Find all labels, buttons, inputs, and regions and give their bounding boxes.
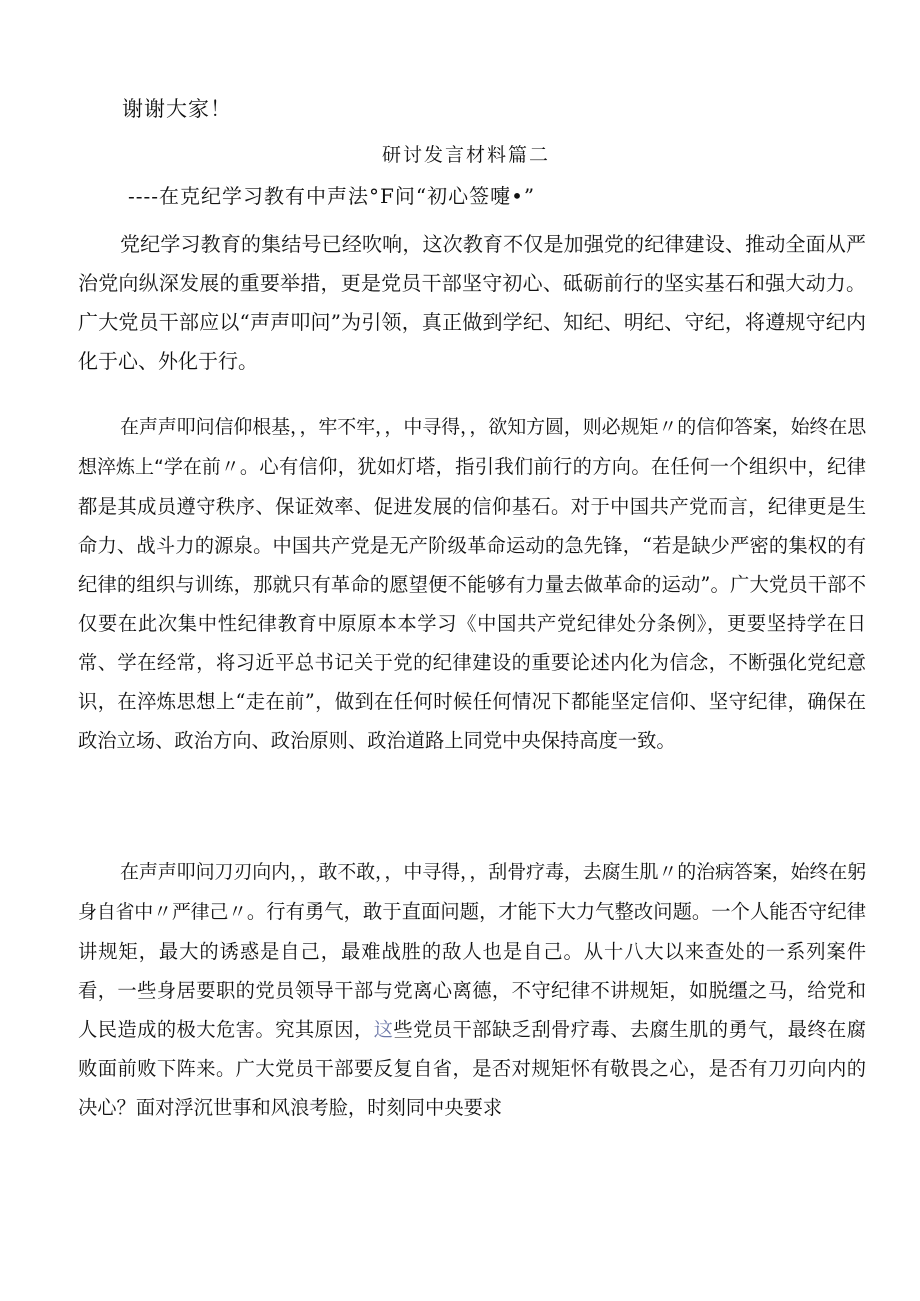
document-title: 研讨发言材料篇二 <box>382 144 551 166</box>
document-subtitle: ----在克纪学习教有中声法°F问“初心签嚏•” <box>128 184 536 208</box>
closing-remark: 谢谢大家！ <box>122 97 232 121</box>
paragraph-self-reflection-body-b: 些党员干部缺乏刮骨疗毒、去腐生肌的勇气，最终在腐败面前败下阵来。广大党员干部要反复自省，是否对规矩怀有敬畏之心，是否有刀刃向内的决心？面对浮沉世事和风浪考脸，时刻同中央要求 <box>78 1018 867 1119</box>
paragraph-self-reflection <box>78 852 866 1127</box>
paragraph-faith-body: 。心有信仰，犹如灯塔，指引我们前行的方向。在任何一个组织中，纪律都是其成员遵守秩序、保证效率、促进发展的信仰基石。对于中国共产党而言，纪律更是生命力、战斗力的源泉。中国共产党是无产阶级革命运动的急先锋，“若是缺少严密的集权的有纪律的组织与训练，那就只有革命的愿望便不能够有力量去做革命的运动”。广大党员干部不仅要在此次集中性纪律教育中原原本本学习《中国共产党纪律处分条例》，更要坚持学在日常、学在经常，将习近平总书记关于党的纪律建设的重要论述内化为信念，不断强化党纪意识，在淬炼思想上“走在前”，做到在任何时候任何情况下都能坚定信仰、坚守纪律，确保在政治立场、政治方向、政治原则、政治道路上同党中央保持高度一致。 <box>78 455 866 752</box>
paragraph-self-reflection-lead: 在声声叩问刀刃向内，，敢不敢，，中寻得，，刮骨疗毒，去腐生肌〃的治病答案，始终在躬身自省中〃严律己〃 <box>78 861 866 923</box>
paragraph-intro: 党纪学习教育的集结号已经吹响，这次教育不仅是加强党的纪律建设、推动全面从严治党向纵深发展的重要举措，更是党员干部坚守初心、砥砺前行的坚实基石和强大动力。广大党员干部应以“声声叩问”为引领，真正做到学纪、知纪、明纪、守纪，将遵规守纪内化于心、外化于行。 <box>78 232 866 373</box>
paragraph-faith-lead: 在声声叩问信仰根基，，牢不牢，，中寻得，，欲知方圆，则必规矩〃的信仰答案，始终在思想淬炼上“学在前〃 <box>78 416 866 478</box>
paragraph-faith-foundation <box>78 407 866 760</box>
paragraph-self-reflection-body-a: 。行有勇气，敢于直面问题，才能下大力气整改问题。一个人能否守纪律讲规矩，最大的诱惑是自己，最难战胜的敌人也是自己。从十八大以来查处的一系列案件看，一些身居要职的党员领导干部与党离心离德，不守纪律不讲规矩，如脱缰之马，给党和人民造成的极大危害。究其原因， <box>78 900 866 1041</box>
paragraph-self-reflection-highlight: 这 <box>373 1018 394 1041</box>
